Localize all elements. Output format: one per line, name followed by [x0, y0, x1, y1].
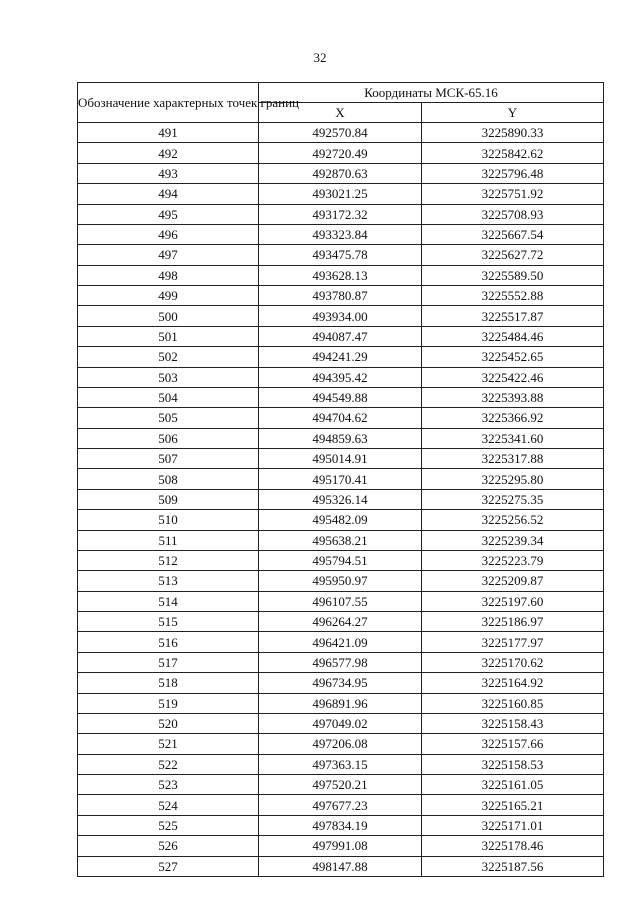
- coordinates-table: [77, 82, 604, 877]
- y-cell: 3225341.60: [422, 428, 604, 448]
- y-cell: 3225165.21: [422, 795, 604, 815]
- x-cell: 493780.87: [259, 286, 422, 306]
- x-cell: 497049.02: [259, 713, 422, 733]
- table-row: [78, 713, 604, 733]
- y-cell: 3225275.35: [422, 489, 604, 509]
- table-row: [78, 510, 604, 530]
- table-row: [78, 815, 604, 835]
- y-cell: 3225751.92: [422, 184, 604, 204]
- table-row: [78, 673, 604, 693]
- table-row: [78, 530, 604, 550]
- point-cell: 524: [78, 795, 259, 815]
- y-cell: 3225177.97: [422, 632, 604, 652]
- x-cell: 497991.08: [259, 836, 422, 856]
- y-cell: 3225422.46: [422, 367, 604, 387]
- point-cell: 509: [78, 489, 259, 509]
- table-row: [78, 754, 604, 774]
- point-cell: 494: [78, 184, 259, 204]
- y-cell: 3225164.92: [422, 673, 604, 693]
- table-row: [78, 734, 604, 754]
- point-cell: 510: [78, 510, 259, 530]
- y-cell: 3225295.80: [422, 469, 604, 489]
- header-x: X: [259, 103, 422, 123]
- table-row: [78, 449, 604, 469]
- table-row: [78, 795, 604, 815]
- table-row: [78, 224, 604, 244]
- y-cell: 3225160.85: [422, 693, 604, 713]
- point-cell: 499: [78, 286, 259, 306]
- x-cell: 495170.41: [259, 469, 422, 489]
- table-row: [78, 367, 604, 387]
- y-cell: 3225796.48: [422, 163, 604, 183]
- point-cell: 491: [78, 123, 259, 143]
- table-row: [78, 775, 604, 795]
- table-row: [78, 184, 604, 204]
- point-cell: 521: [78, 734, 259, 754]
- point-cell: 523: [78, 775, 259, 795]
- y-cell: 3225171.01: [422, 815, 604, 835]
- y-cell: 3225187.56: [422, 856, 604, 876]
- table-row: [78, 428, 604, 448]
- table-row: [78, 163, 604, 183]
- point-cell: 501: [78, 326, 259, 346]
- y-cell: 3225197.60: [422, 591, 604, 611]
- y-cell: 3225452.65: [422, 347, 604, 367]
- header-point-designation: Обозначение характерных точек границ: [78, 83, 259, 123]
- point-cell: 513: [78, 571, 259, 591]
- x-cell: 493172.32: [259, 204, 422, 224]
- table-header: [78, 83, 604, 123]
- y-cell: 3225627.72: [422, 245, 604, 265]
- x-cell: 496734.95: [259, 673, 422, 693]
- table-row: [78, 245, 604, 265]
- page-number: 32: [313, 50, 327, 65]
- point-cell: 497: [78, 245, 259, 265]
- point-cell: 503: [78, 367, 259, 387]
- table-row: [78, 550, 604, 570]
- x-cell: 495638.21: [259, 530, 422, 550]
- table-row: [78, 856, 604, 876]
- y-cell: 3225552.88: [422, 286, 604, 306]
- table-row: [78, 591, 604, 611]
- point-cell: 526: [78, 836, 259, 856]
- table-row: [78, 286, 604, 306]
- y-cell: 3225161.05: [422, 775, 604, 795]
- y-cell: 3225170.62: [422, 652, 604, 672]
- table-row: [78, 123, 604, 143]
- point-cell: 493: [78, 163, 259, 183]
- table-row: [78, 836, 604, 856]
- x-cell: 495014.91: [259, 449, 422, 469]
- point-cell: 518: [78, 673, 259, 693]
- header-coordinates-system: Координаты МСК-65.16: [259, 83, 604, 103]
- point-cell: 492: [78, 143, 259, 163]
- header-y: Y: [422, 103, 604, 123]
- y-cell: 3225667.54: [422, 224, 604, 244]
- x-cell: 493934.00: [259, 306, 422, 326]
- x-cell: 494087.47: [259, 326, 422, 346]
- point-cell: 514: [78, 591, 259, 611]
- y-cell: 3225317.88: [422, 449, 604, 469]
- table-row: [78, 652, 604, 672]
- point-cell: 520: [78, 713, 259, 733]
- x-cell: 494704.62: [259, 408, 422, 428]
- table-row: [78, 306, 604, 326]
- table-row: [78, 571, 604, 591]
- y-cell: 3225842.62: [422, 143, 604, 163]
- x-cell: 495794.51: [259, 550, 422, 570]
- y-cell: 3225223.79: [422, 550, 604, 570]
- point-cell: 504: [78, 387, 259, 407]
- x-cell: 497206.08: [259, 734, 422, 754]
- y-cell: 3225158.43: [422, 713, 604, 733]
- y-cell: 3225393.88: [422, 387, 604, 407]
- x-cell: 494859.63: [259, 428, 422, 448]
- x-cell: 497363.15: [259, 754, 422, 774]
- y-cell: 3225517.87: [422, 306, 604, 326]
- point-cell: 498: [78, 265, 259, 285]
- table-row: [78, 489, 604, 509]
- x-cell: 496107.55: [259, 591, 422, 611]
- table-row: [78, 143, 604, 163]
- x-cell: 495326.14: [259, 489, 422, 509]
- x-cell: 494549.88: [259, 387, 422, 407]
- y-cell: 3225209.87: [422, 571, 604, 591]
- x-cell: 497677.23: [259, 795, 422, 815]
- point-cell: 506: [78, 428, 259, 448]
- y-cell: 3225239.34: [422, 530, 604, 550]
- point-cell: 512: [78, 550, 259, 570]
- point-cell: 525: [78, 815, 259, 835]
- x-cell: 492720.49: [259, 143, 422, 163]
- y-cell: 3225186.97: [422, 612, 604, 632]
- point-cell: 505: [78, 408, 259, 428]
- x-cell: 497520.21: [259, 775, 422, 795]
- y-cell: 3225366.92: [422, 408, 604, 428]
- x-cell: 492570.84: [259, 123, 422, 143]
- y-cell: 3225256.52: [422, 510, 604, 530]
- table-row: [78, 469, 604, 489]
- table-row: [78, 347, 604, 367]
- x-cell: 496891.96: [259, 693, 422, 713]
- table-row: [78, 387, 604, 407]
- y-cell: 3225157.66: [422, 734, 604, 754]
- x-cell: 498147.88: [259, 856, 422, 876]
- x-cell: 493323.84: [259, 224, 422, 244]
- x-cell: 496577.98: [259, 652, 422, 672]
- table-row: [78, 612, 604, 632]
- point-cell: 502: [78, 347, 259, 367]
- point-cell: 527: [78, 856, 259, 876]
- point-cell: 517: [78, 652, 259, 672]
- y-cell: 3225178.46: [422, 836, 604, 856]
- y-cell: 3225589.50: [422, 265, 604, 285]
- x-cell: 497834.19: [259, 815, 422, 835]
- point-cell: 496: [78, 224, 259, 244]
- x-cell: 494241.29: [259, 347, 422, 367]
- x-cell: 493021.25: [259, 184, 422, 204]
- point-cell: 500: [78, 306, 259, 326]
- point-cell: 511: [78, 530, 259, 550]
- y-cell: 3225708.93: [422, 204, 604, 224]
- x-cell: 495482.09: [259, 510, 422, 530]
- table-row: [78, 326, 604, 346]
- x-cell: 495950.97: [259, 571, 422, 591]
- x-cell: 496421.09: [259, 632, 422, 652]
- point-cell: 519: [78, 693, 259, 713]
- table-body: [78, 123, 604, 877]
- x-cell: 493628.13: [259, 265, 422, 285]
- point-cell: 495: [78, 204, 259, 224]
- x-cell: 492870.63: [259, 163, 422, 183]
- table-row: [78, 265, 604, 285]
- point-cell: 522: [78, 754, 259, 774]
- y-cell: 3225484.46: [422, 326, 604, 346]
- point-cell: 507: [78, 449, 259, 469]
- point-cell: 508: [78, 469, 259, 489]
- y-cell: 3225158.53: [422, 754, 604, 774]
- x-cell: 493475.78: [259, 245, 422, 265]
- x-cell: 494395.42: [259, 367, 422, 387]
- table-row: [78, 408, 604, 428]
- point-cell: 515: [78, 612, 259, 632]
- y-cell: 3225890.33: [422, 123, 604, 143]
- table-row: [78, 693, 604, 713]
- table-row: [78, 632, 604, 652]
- table-row: [78, 204, 604, 224]
- x-cell: 496264.27: [259, 612, 422, 632]
- point-cell: 516: [78, 632, 259, 652]
